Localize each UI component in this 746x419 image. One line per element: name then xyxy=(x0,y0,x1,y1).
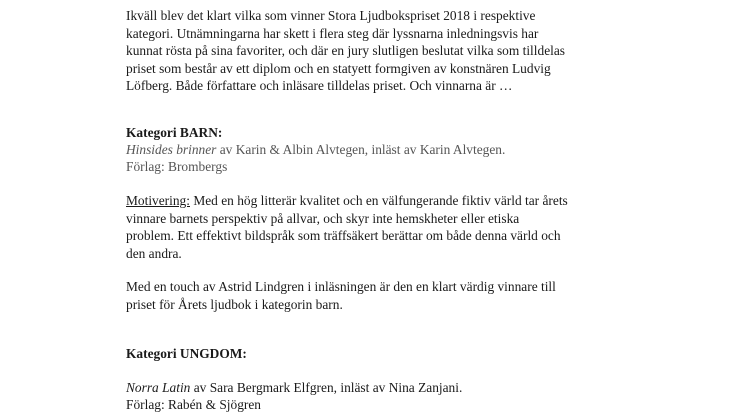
intro-paragraph xyxy=(126,7,626,95)
closing-line: Med en touch av Astrid Lindgren i inläsningen är den en klart värdig vinnare till xyxy=(126,279,556,294)
motivation-line: vinnare barnets perspektiv på allvar, och skyr inte hemskheter eller etiska xyxy=(126,210,520,226)
barn-publisher: Förlag: Brombergs xyxy=(126,159,228,174)
barn-motivation xyxy=(126,192,626,262)
intro-line: kategori. Utnämningarna har skett i flera steg där lyssnarna inledningsvis har xyxy=(126,25,539,41)
intro-line: kunnat rösta på sina favoriter, och där en jury slutligen beslutat vilka som tilldelas xyxy=(126,43,566,59)
barn-closing xyxy=(126,278,626,313)
barn-book-title: Hinsides brinner xyxy=(126,142,217,157)
closing-line: priset för Årets ljudbok i kategorin barn. xyxy=(126,296,343,312)
motivation-line: den andra. xyxy=(126,245,182,261)
barn-book-credit: av Karin & Albin Alvtegen, inläst av Karin Alvtegen. xyxy=(216,142,506,157)
motivation-text: Med en hög litterär kvalitet och en välfungerande fiktiv värld tar årets xyxy=(189,193,568,208)
motivation-first-line xyxy=(126,192,626,210)
ungdom-book-title: Norra Latin xyxy=(126,380,191,395)
motivation-label: Motivering: xyxy=(126,193,190,208)
barn-book-line xyxy=(126,141,626,159)
ungdom-heading: Kategori UNGDOM: xyxy=(126,346,247,361)
ungdom-book-credit: av Sara Bergmark Elfgren, inläst av Nina Zanjani. xyxy=(190,380,463,395)
intro-line: Ikväll blev det klart vilka som vinner Stora Ljudbokspriset 2018 i respektive xyxy=(126,8,536,23)
motivation-line: problem. Ett effektivt bildspråk som träffsäkert berättar om både denna värld och xyxy=(126,228,561,244)
ungdom-publisher: Förlag: Rabén & Sjögren xyxy=(126,397,262,412)
barn-heading: Kategori BARN: xyxy=(126,125,223,140)
intro-line: priset som består av ett diplom och en statyett formgiven av konstnären Ludvig xyxy=(126,60,551,76)
ungdom-book-line xyxy=(126,379,626,397)
intro-line: Löfberg. Både författare och inläsare tilldelas priset. Och vinnarna är … xyxy=(126,78,513,94)
